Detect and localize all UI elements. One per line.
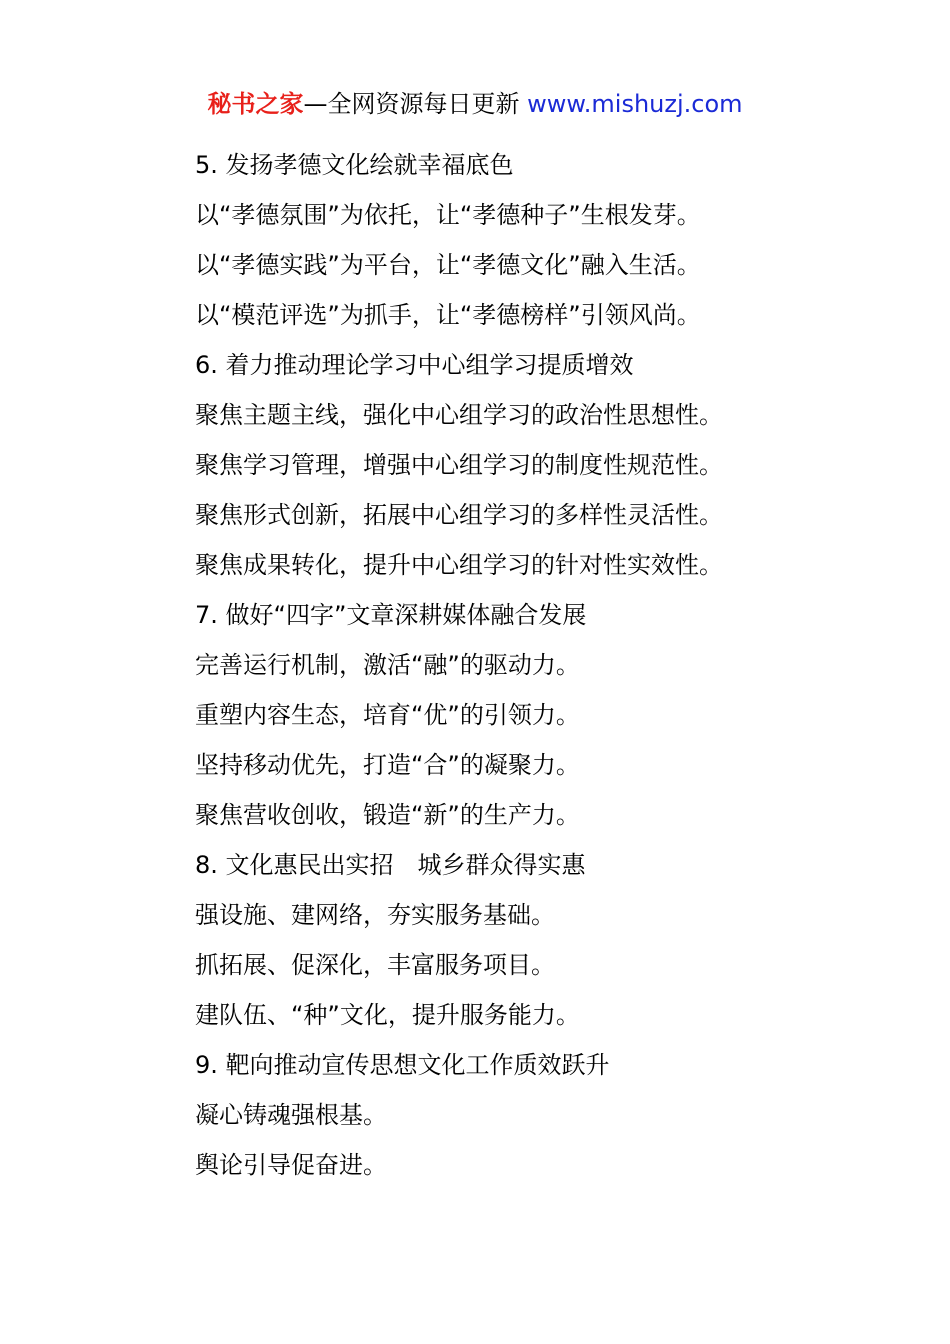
paragraph-line: 聚焦营收创收，锻造“新”的生产力。 bbox=[195, 801, 580, 829]
section-heading-9: 9. 靶向推动宣传思想文化工作质效跃升 bbox=[195, 1051, 610, 1079]
paragraph-line: 建队伍、“种”文化，提升服务能力。 bbox=[195, 1001, 580, 1029]
header-tagline: —全网资源每日更新 bbox=[303, 90, 528, 118]
paragraph-line: 聚焦主题主线，强化中心组学习的政治性思想性。 bbox=[195, 401, 723, 429]
brand-name: 秘书之家 bbox=[207, 90, 304, 118]
paragraph-line: 聚焦形式创新，拓展中心组学习的多样性灵活性。 bbox=[195, 501, 723, 529]
paragraph-line: 以“模范评选”为抓手，让“孝德榜样”引领风尚。 bbox=[195, 301, 701, 329]
site-url[interactable]: www.mishuzj.com bbox=[527, 90, 743, 118]
paragraph-line: 以“孝德实践”为平台，让“孝德文化”融入生活。 bbox=[195, 251, 701, 279]
paragraph-line: 完善运行机制，激活“融”的驱动力。 bbox=[195, 651, 580, 679]
section-heading-6: 6. 着力推动理论学习中心组学习提质增效 bbox=[195, 351, 634, 379]
paragraph-line: 聚焦学习管理，增强中心组学习的制度性规范性。 bbox=[195, 451, 723, 479]
paragraph-line: 抓拓展、促深化，丰富服务项目。 bbox=[195, 951, 555, 979]
paragraph-line: 强设施、建网络，夯实服务基础。 bbox=[195, 901, 555, 929]
paragraph-line: 舆论引导促奋进。 bbox=[195, 1151, 387, 1179]
page-header bbox=[0, 86, 950, 122]
document-body bbox=[195, 140, 915, 1190]
paragraph-line: 坚持移动优先，打造“合”的凝聚力。 bbox=[195, 751, 580, 779]
paragraph-line: 重塑内容生态，培育“优”的引领力。 bbox=[195, 701, 580, 729]
paragraph-line: 凝心铸魂强根基。 bbox=[195, 1101, 387, 1129]
paragraph-line: 聚焦成果转化，提升中心组学习的针对性实效性。 bbox=[195, 551, 723, 579]
section-heading-8: 8. 文化惠民出实招 城乡群众得实惠 bbox=[195, 851, 586, 879]
section-heading-7: 7. 做好“四字”文章深耕媒体融合发展 bbox=[195, 601, 587, 629]
paragraph-line: 以“孝德氛围”为依托，让“孝德种子”生根发芽。 bbox=[195, 201, 701, 229]
section-heading-5: 5. 发扬孝德文化绘就幸福底色 bbox=[195, 151, 514, 179]
